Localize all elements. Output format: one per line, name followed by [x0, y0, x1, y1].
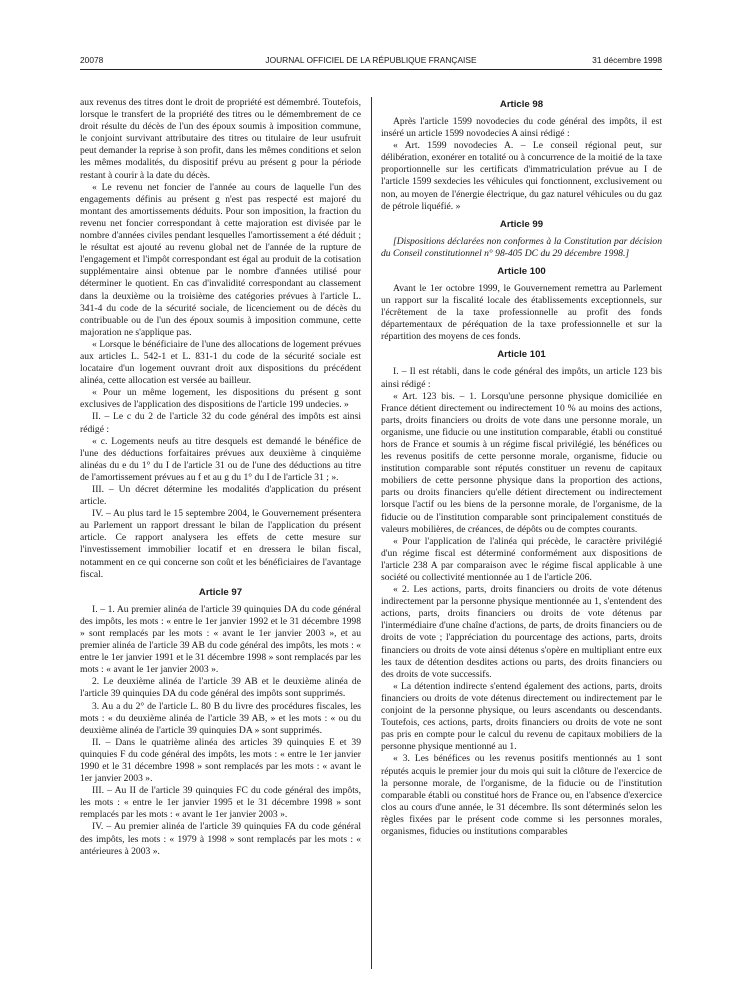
article-101-heading: Article 101	[497, 349, 546, 361]
paragraph: « Art. 123 bis. – 1. Lorsqu'une personne physique domiciliée en France détient directement ou indirectement 10 % au moins des actions, parts, droits financiers ou droits de vote dans une personne morale, un organisme, une fiducie ou une institution comparable, établi ou constitué hors de France et soumis à un régime fiscal privilégié, les bénéfices ou les revenus positifs de cette personne morale, organisme, fiducie ou institution comparable sont réputés constituer un revenu de capitaux mobiliers de cette personne physique dans la proportion des actions, parts ou droits financiers qu'elle détient directement ou indirectement lorsque l'actif ou les biens de la personne morale, de l'organisme, de la fiducie ou de l'institution comparable sont principalement constitués de valeurs mobilières, de créances, de dépôts ou de comptes courants.	[381, 390, 662, 535]
article-100-heading: Article 100	[497, 265, 546, 277]
paragraph: I. – Il est rétabli, dans le code général des impôts, un article 123 bis ainsi rédigé :	[381, 366, 662, 390]
paragraph: « 2. Les actions, parts, droits financiers ou droits de vote détenus indirectement par la personne physique mentionnée au 1, s'entendent des actions, parts, droits financiers ou droits de vote détenus par l'intermédiaire d'une chaîne d'actions, de parts, de droits financiers ou de droits de vote ; l'appréciation du pourcentage des actions, parts, droits financiers ou droits de vote ainsi détenus s'opère en multipliant entre eux les taux de détention desdites actions ou parts, des droits financiers ou des droits de vote successifs.	[381, 584, 662, 680]
paragraph: III. – Un décret détermine les modalités d'application du présent article.	[80, 484, 361, 508]
article-99-heading: Article 99	[499, 218, 544, 230]
paragraph: « 3. Les bénéfices ou les revenus positifs mentionnés au 1 sont réputés acquis le premier jour du mois qui suit la clôture de l'exercice de la personne morale, de l'organisme, de la fiducie ou de l'institution comparable établi ou constitué hors de France ou, en l'absence d'exercice clos au cours d'une année, le 31 décembre. Ils sont déterminés selon les règles fixées par le présent code comme si les personnes morales, organismes, fiducies ou institutions comparables	[381, 753, 662, 837]
article-99-note: [Dispositions déclarées non conformes à la Constitution par décision du Conseil constitutionnel n° 98-405 DC du 29 décembre 1998.]	[381, 235, 662, 259]
paragraph: Avant le 1er octobre 1999, le Gouvernement remettra au Parlement un rapport sur la fiscalité locale des établissements exceptionnels, sur l'écrêtement de la taxe professionnelle au profit des fonds départementaux de péréquation de la taxe professionnelle et sur la répartition des moyens de ces fonds.	[381, 282, 662, 343]
paragraph: 2. Le deuxième alinéa de l'article 39 AB et le deuxième alinéa de l'article 39 quinquies DA du code général des impôts sont supprimés.	[80, 676, 361, 700]
article-97-heading: Article 97	[198, 586, 243, 598]
paragraph: « Pour un même logement, les dispositions du présent g sont exclusives de l'application des dispositions de l'article 199 undecies. »	[80, 387, 361, 411]
paragraph: IV. – Au premier alinéa de l'article 39 quinquies FA du code général des impôts, les mots : « 1979 à 1998 » sont remplacés par les mots : « antérieures à 2003 ».	[80, 821, 361, 857]
paragraph: « Pour l'application de l'alinéa qui précède, le caractère privilégié d'un régime fiscal est déterminé conformément aux dispositions de l'article 238 A par comparaison avec le régime fiscal applicable à une société ou collectivité mentionnée au 1 de l'article 206.	[381, 535, 662, 583]
header-rule	[80, 69, 662, 70]
page-header	[80, 55, 662, 69]
journal-title: JOURNAL OFFICIEL DE LA RÉPUBLIQUE FRANÇAISE	[265, 55, 477, 65]
paragraph: I. – 1. Au premier alinéa de l'article 39 quinquies DA du code général des impôts, les mots : « entre le 1er janvier 1992 et le 31 décembre 1998 » sont remplacés par les mots : « avant le 1er janvier 2003 », et au premier alinéa de l'article 39 AB du code général des impôts, les mots : « entre le 1er janvier 1991 et le 31 décembre 1998 » sont remplacés par les mots : « avant le 1er janvier 2003 ».	[80, 603, 361, 676]
paragraph: « Art. 1599 novodecies A. – Le conseil régional peut, sur délibération, exonérer en totalité ou à concurrence de la moitié de la taxe proportionnelle sur les certificats d'immatriculation prévue au I de l'article 1599 sexdecies les véhicules qui fonctionnent, exclusivement ou non, au moyen de l'énergie électrique, du gaz naturel véhicules ou du gaz de pétrole liquéfié. »	[381, 140, 662, 212]
left-column	[80, 97, 361, 858]
page-number: 20078	[80, 55, 104, 65]
paragraph: « Le revenu net foncier de l'année au cours de laquelle l'un des engagements définis au présent g n'est pas respecté est majoré du montant des amortissements déduits. Pour son imposition, la fraction du revenu net foncier correspondant à cette majoration est divisée par le nombre d'années civiles pendant lesquelles l'amortissement a été déduit ; le résultat est ajouté au revenu global net de l'année de la rupture de l'engagement et l'impôt correspondant est égal au produit de la cotisation supplémentaire ainsi obtenue par le nombre d'années utilisé pour déterminer le quotient. En cas d'invalidité correspondant au classement dans la deuxième ou la troisième des catégories prévues à l'article L. 341-4 du code de la sécurité sociale, de licenciement ou de décès du contribuable ou de l'un des époux soumis à imposition commune, cette majoration ne s'applique pas.	[80, 181, 361, 338]
paragraph: II. – Dans le quatrième alinéa des articles 39 quinquies E et 39 quinquies F du code général des impôts, les mots : « entre le 1er janvier 1990 et le 31 décembre 1998 » sont remplacés par les mots : « avant le 1er janvier 2003 ».	[80, 736, 361, 785]
paragraph: IV. – Au plus tard le 15 septembre 2004, le Gouvernement présentera au Parlement un rapport dressant le bilan de l'application du présent article. Ce rapport analysera les effets de cette mesure sur l'investissement immobilier locatif et en dressera le bilan fiscal, notamment en ce qui concerne son coût et les bénéficiaires de l'avantage fiscal.	[80, 508, 361, 580]
paragraph: II. – Le c du 2 de l'article 32 du code général des impôts est ainsi rédigé :	[80, 411, 361, 435]
paragraph: aux revenus des titres dont le droit de propriété est démembré. Toutefois, lorsque le transfert de la propriété des titres ou le démembrement de ce droit résulte du décès de l'un des époux soumis à imposition commune, le conjoint survivant attributaire des titres ou titulaire de leur usufruit peut demander la reprise à son profit, dans les mêmes conditions et selon les mêmes modalités, du dispositif prévu au présent g pour la période restant à courir à la date du décès.	[80, 97, 361, 181]
paragraph: « La détention indirecte s'entend également des actions, parts, droits financiers ou droits de vote détenus directement ou indirectement par le conjoint de la personne physique, ou leurs ascendants ou descendants. Toutefois, ces actions, parts, droits financiers ou droits de vote ne sont pas pris en compte pour le calcul du revenu de capitaux mobiliers de la personne physique mentionné au 1.	[381, 680, 662, 753]
paragraph: 3. Au a du 2° de l'article L. 80 B du livre des procédures fiscales, les mots : « du deuxième alinéa de l'article 39 AB, » et les mots : « ou du deuxième alinéa de l'article 39 quinquies DA » sont supprimés.	[80, 700, 361, 736]
column-divider	[371, 97, 372, 969]
paragraph: III. – Au II de l'article 39 quinquies FC du code général des impôts, les mots : « entre le 1er janvier 1995 et le 31 décembre 1998 » sont remplacés par les mots : « avant le 1er janvier 2003 ».	[80, 785, 361, 821]
right-column	[381, 97, 662, 838]
article-98-heading: Article 98	[499, 99, 544, 110]
paragraph: « Lorsque le bénéficiaire de l'une des allocations de logement prévues aux articles L. 542-1 et L. 831-1 du code de la sécurité sociale est locataire d'un logement ouvrant droit aux dispositions du précédent alinéa, cette allocation est versée au bailleur.	[80, 338, 361, 387]
publication-date: 31 décembre 1998	[592, 55, 662, 65]
paragraph: « c. Logements neufs au titre desquels est demandé le bénéfice de l'une des déductions forfaitaires prévues aux deuxième à cinquième alinéas du e du 1° du I de l'article 31 ou de l'une des déductions au titre de l'amortissement prévues au f et au g du 1° du I de l'article 31 ; ».	[80, 435, 361, 483]
paragraph: Après l'article 1599 novodecies du code général des impôts, il est inséré un article 1599 novodecies A ainsi rédigé :	[381, 116, 662, 140]
